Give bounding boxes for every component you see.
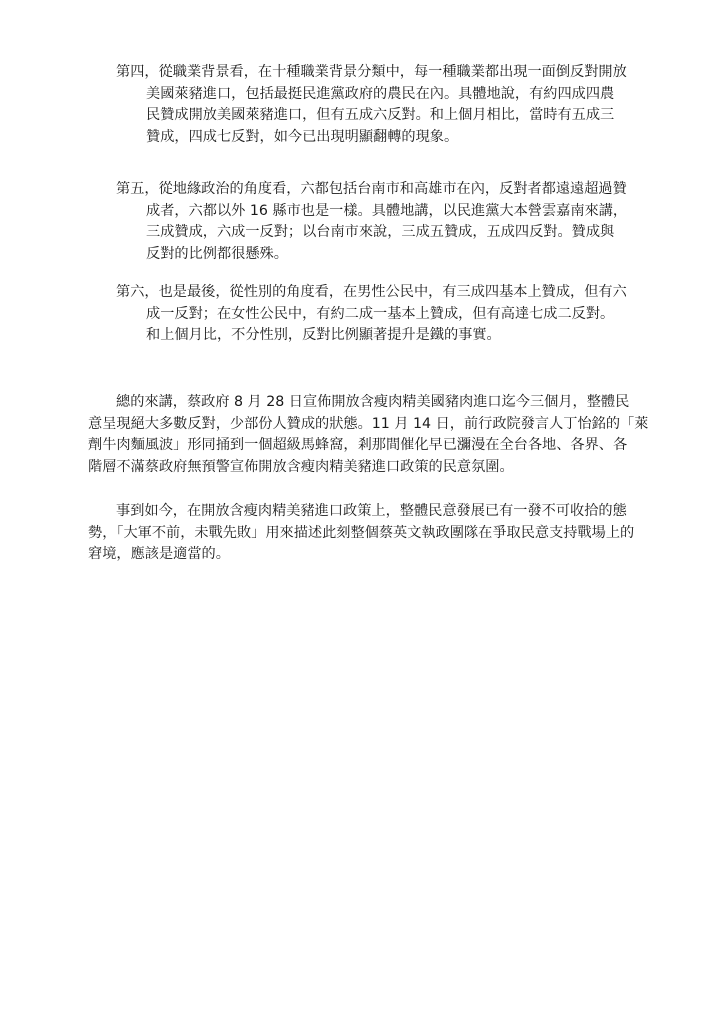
text-line: 總的來講，蔡政府 8 月 28 日宣佈開放含瘦肉精美國豬肉進口迄今三個月，整體民 bbox=[116, 394, 630, 410]
text-line: 第五，從地緣政治的角度看，六都包括台南市和高雄市在內，反對者都遠遠超過贊 bbox=[116, 181, 627, 197]
text-line: 民贊成開放美國萊豬進口，但有五成六反對。和上個月相比，當時有五成三 bbox=[146, 107, 615, 123]
text-line: 劑牛肉麵風波」形同捅到一個超級馬蜂窩，剎那間催化早已瀰漫在全台各地、各界、各 bbox=[88, 437, 628, 453]
summary-paragraph bbox=[88, 392, 649, 478]
conclusion-paragraph bbox=[88, 501, 646, 566]
text-line: 事到如今，在開放含瘦肉精美豬進口政策上，整體民意發展已有一發不可收拾的態 bbox=[116, 503, 627, 519]
text-line: 意呈現絕大多數反對，少部份人贊成的狀態。11 月 14 日，前行政院發言人丁怡銘的「萊 bbox=[88, 415, 649, 432]
text-line: 窘境，應該是適當的。 bbox=[88, 546, 230, 562]
point-four bbox=[116, 62, 638, 148]
text-line: 三成贊成，六成一反對；以台南市來說，三成五贊成，五成四反對。贊成與 bbox=[146, 224, 615, 240]
text-line: 贊成，四成七反對，如今已出現明顯翻轉的現象。 bbox=[146, 128, 459, 145]
text-line: 第六，也是最後，從性別的角度看，在男性公民中，有三成四基本上贊成，但有六 bbox=[116, 284, 627, 300]
point-six bbox=[116, 282, 638, 347]
text-line: 成一反對；在女性公民中，有約二成一基本上贊成，但有高達七成二反對。 bbox=[146, 305, 615, 322]
point-five bbox=[116, 179, 638, 265]
text-line: 勢，「大軍不前，未戰先敗」用來描述此刻整個蔡英文執政團隊在爭取民意支持戰場上的 bbox=[88, 524, 635, 541]
text-line: 反對的比例都很懸殊。 bbox=[146, 245, 288, 262]
text-line: 和上個月比，不分性別，反對比例顯著提升是鐵的事實。 bbox=[146, 327, 501, 343]
text-line: 成者，六都以外 16 縣市也是一樣。具體地講，以民進黨大本營雲嘉南來講， bbox=[146, 202, 628, 219]
text-line: 階層不滿蔡政府無預警宣佈開放含瘦肉精美豬進口政策的民意氛圍。 bbox=[88, 458, 514, 475]
text-line: 第四，從職業背景看，在十種職業背景分類中，每一種職業都出現一面倒反對開放 bbox=[116, 64, 627, 80]
text-line: 美國萊豬進口，包括最挺民進黨政府的農民在內。具體地說，有約四成四農 bbox=[146, 85, 615, 102]
